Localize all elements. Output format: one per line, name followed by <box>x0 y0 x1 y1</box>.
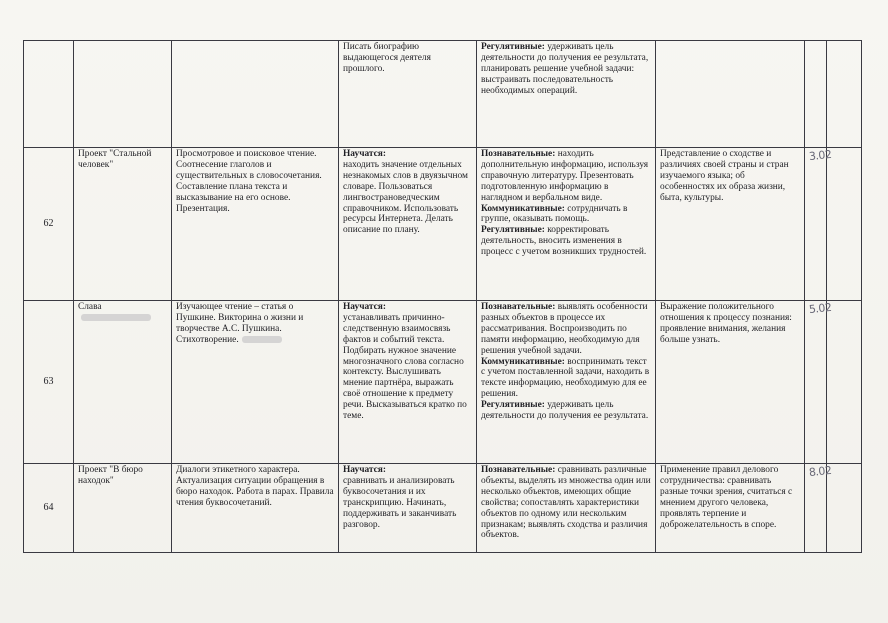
extra-cell <box>827 41 862 148</box>
subject-results-cell <box>339 148 477 301</box>
table-row <box>24 148 862 301</box>
table-row <box>24 464 862 553</box>
subject-results-text: Писать биографию выдающегося деятеля прошлого. <box>343 42 431 74</box>
extra-cell <box>827 148 862 301</box>
personal-results-cell: Выражение положительного отношения к процессу познания: проявление внимания, желания больше узнать. <box>656 301 805 464</box>
date-handwritten: 5.02 <box>808 300 833 317</box>
date-cell <box>805 463 833 553</box>
personal-results-cell: Применение правил делового сотрудничества: сравнивать разные точки зрения, считаться с мнением другого человека, проявлять терпение и доброжелательность в споре. <box>656 464 805 553</box>
table-row <box>24 41 862 148</box>
meta-label: Регулятивные: <box>481 400 545 411</box>
activity-cell: Просмотровое и поисковое чтение. Соотнесение глаголов и существительных в словосочетания. Составление плана текста и высказывание на его основе. Презентация. <box>172 148 339 301</box>
subject-results-text: сравнивать и анализировать буквосочетания и их транскрипцию. Начинать, поддерживать и заканчивать разговор. <box>343 475 457 530</box>
activity-cell <box>172 301 339 464</box>
meta-label: Познавательные: <box>481 465 556 475</box>
lesson-number: 63 <box>24 301 74 464</box>
extra-cell <box>827 464 862 553</box>
subject-results-cell <box>339 41 477 148</box>
subject-results-text: находить значение отдельных незнакомых слов в двуязычном словаре. Пользоваться лингвострановедческим справочником. Использовать ресурсы Интернета. Делать описание по плану. <box>343 159 468 236</box>
subject-results-cell <box>339 464 477 553</box>
date-handwritten: 3.02 <box>808 147 833 164</box>
meta-text: воспринимать текст с учетом поставленной задачи, находить в тексте информацию, необходимую для ее решения. <box>481 356 650 400</box>
meta-results-cell <box>477 464 656 553</box>
meta-results-cell <box>477 148 656 301</box>
lesson-topic: Проект "Стальной человек" <box>74 148 172 301</box>
date-handwritten: 8.02 <box>808 463 833 480</box>
lesson-plan-table <box>23 40 862 553</box>
date-cell <box>805 147 833 301</box>
meta-text: удерживать цель деятельности до получения ее результата, планировать решение учебной задачи: выстраивать последовательность необходимых операций. <box>481 42 649 96</box>
table-row <box>24 301 862 464</box>
personal-results-cell <box>656 41 805 148</box>
meta-text: выявлять особенности разных объектов в процессе их рассматривания. Воспроизводить по памяти информацию, необходимую для решения учебной задачи. <box>481 302 648 356</box>
smudge-mark <box>242 336 282 343</box>
subject-results-cell <box>339 301 477 464</box>
meta-results-cell <box>477 301 656 464</box>
meta-text: корректировать деятельность, вносить изменения в процесс с учетом возникших трудностей. <box>481 225 647 258</box>
lesson-number: 64 <box>24 464 74 553</box>
meta-text: удерживать цель деятельности до получения ее результата. <box>481 400 649 422</box>
subject-label: Научатся: <box>343 302 386 312</box>
meta-text: сравнивать различные объекты, выделять из множества один или несколько объектов, имеющих общие свойства; сопоставлять характеристики объектов по одному или нескольким признакам; выявлять сходства и различия объектов. <box>481 465 651 541</box>
extra-cell <box>827 301 862 464</box>
personal-results-cell: Представление о сходстве и различиях своей страны и стран изучаемого языка; об особенностях их образа жизни, быта, культуры. <box>656 148 805 301</box>
meta-label: Коммуникативные: <box>481 203 565 214</box>
activity-text: Изучающее чтение – статья о Пушкине. Викторина о жизни и творчестве А.С. Пушкина. Стихотворение. <box>176 302 304 345</box>
subject-label: Научатся: <box>343 149 386 159</box>
subject-label: Научатся: <box>343 465 386 475</box>
subject-results-text: устанавливать причинно-следственную взаимосвязь фактов и событий текста. Подбирать нужное значение многозначного слова согласно контексту. Выслушивать мнение партнёра, выражать своё отношение к предмету речи. Высказываться кратко по теме. <box>343 312 467 422</box>
meta-label: Познавательные: <box>481 302 556 312</box>
meta-text: сотрудничать в группе, оказывать помощь. <box>481 203 628 225</box>
date-cell <box>805 300 833 464</box>
meta-label: Регулятивные: <box>481 225 545 236</box>
lesson-topic-cell <box>74 301 172 464</box>
activity-cell <box>172 41 339 148</box>
meta-text: находить дополнительную информацию, используя справочную литературу. Презентовать подготовленную информацию в наглядном и вербальном виде. <box>481 149 649 203</box>
meta-label: Регулятивные: <box>481 42 545 52</box>
activity-cell: Диалоги этикетного характера. Актуализация ситуации обращения в бюро находок. Работа в парах. Правила чтения буквосочетаний. <box>172 464 339 553</box>
lesson-topic: Слава <box>78 302 102 312</box>
meta-label: Коммуникативные: <box>481 356 565 367</box>
lesson-topic: Проект "В бюро находок" <box>74 464 172 553</box>
meta-label: Познавательные: <box>481 149 556 159</box>
smudge-mark <box>81 314 151 321</box>
lesson-topic <box>74 41 172 148</box>
date-cell <box>805 41 827 148</box>
meta-results-cell <box>477 41 656 148</box>
lesson-number <box>24 41 74 148</box>
lesson-number: 62 <box>24 148 74 301</box>
